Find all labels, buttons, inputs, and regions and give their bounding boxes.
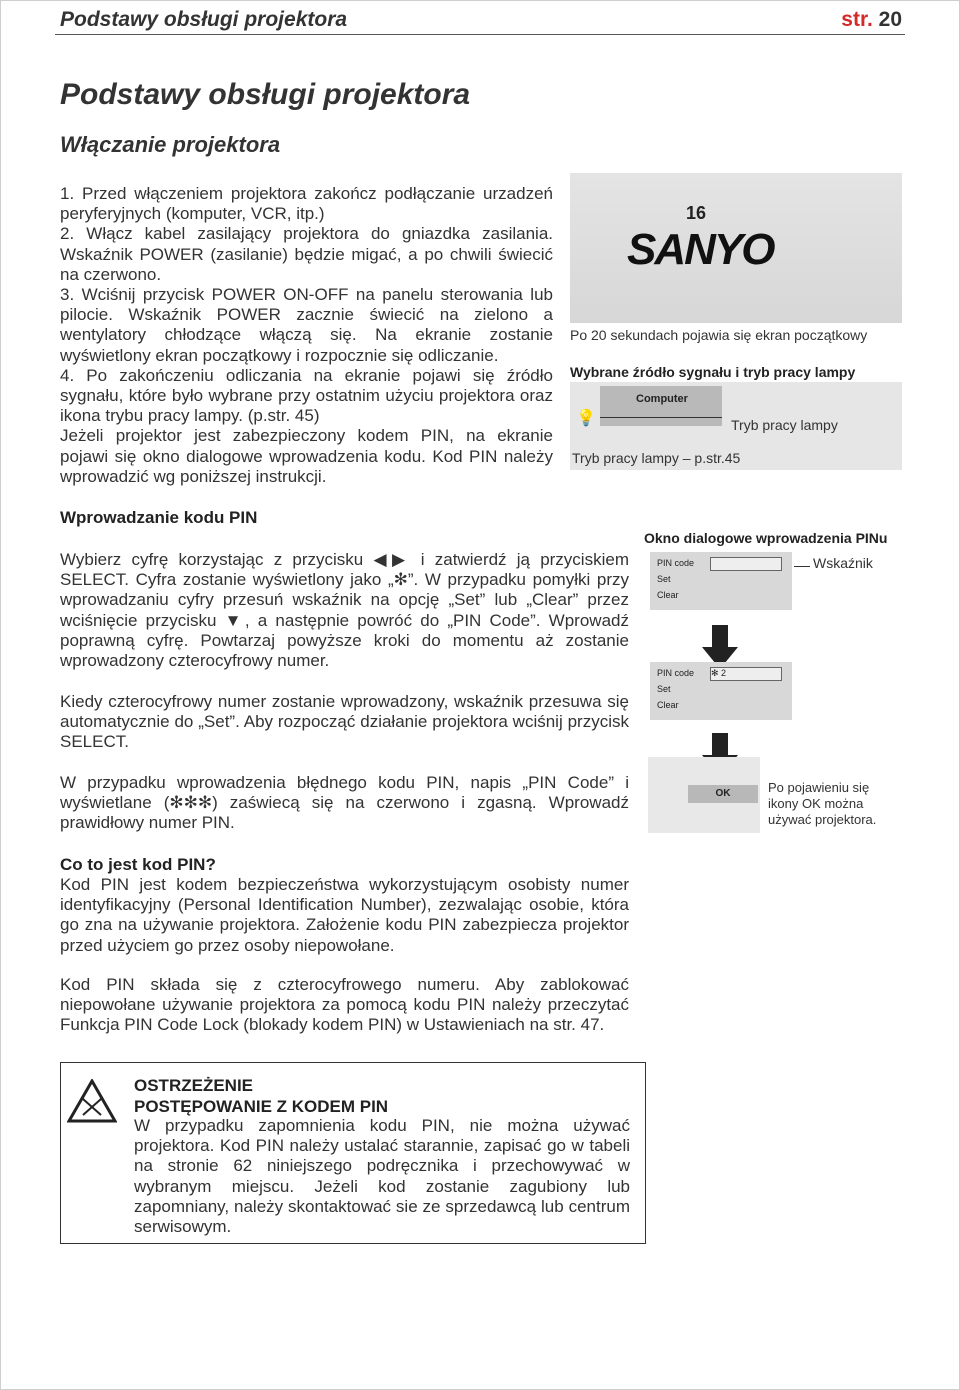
what-is-heading: Co to jest kod PIN? (60, 855, 216, 874)
step-4: 4. Po zakończeniu odliczania na ekranie pojawi się źródło sygnału, które było wybrane przy ostatnim użyciu projektora oraz ikona trybu pracy lampy. (p.str. 45) (60, 365, 553, 426)
header-rule (55, 34, 905, 35)
warning-title-2: POSTĘPOWANIE Z KODEM PIN (134, 1097, 389, 1116)
header-title: Podstawy obsługi projektora (60, 8, 348, 31)
pointer-line-2 (794, 566, 810, 567)
warning-body: W przypadku zapomnienia kodu PIN, nie można używać projektora. Kod PIN należy ustalać starannie, zapisać go w tabeli na stronie 62 niniejszego podręcznika i przechowywać w wybranym miejscu. Jeżeli kod zostanie zagubiony lub zapomniany, należy skontaktować sie ze sprzedawcą lub centrum serwisowym. (134, 1116, 630, 1237)
splash-caption: Po 20 sekundach pojawia się ekran początkowy (570, 327, 868, 343)
pin-field-entered: ✻ 2 (710, 667, 782, 681)
ok-screen-image (648, 757, 760, 833)
pin-para-1a: Wybierz cyfrę korzystając z przycisku (60, 550, 364, 569)
ok-icon: OK (688, 785, 758, 803)
pointer-line (600, 417, 722, 418)
pin-para-3: W przypadku wprowadzenia błędnego kodu PIN, napis „PIN Code” i wyświetlane (✻✻✻) zaświecą się na czerwono i zgasną. Wprowadź prawidłowy numer PIN. (60, 773, 629, 833)
pin-row-code-2: PIN code (657, 668, 695, 678)
ok-caption: Po pojawieniu się ikony OK można używać projektora. (768, 780, 877, 827)
lamp-mode-label: Tryb pracy lampy (731, 417, 838, 433)
pointer-label: Wskaźnik (813, 555, 873, 571)
splash-screen-image (570, 173, 902, 323)
warning-triangle-icon (67, 1079, 117, 1123)
what-is-para-1: Kod PIN jest kodem bezpieczeństwa wykorzystującym osobisty numer identyfikacyjny (Personal Identification Number), zezwalając osobie, która go zna na używanie projektora. Założenie kodu PIN zabezpiecza projektor przed użyciem go przez osoby niepowołane. (60, 875, 629, 955)
step-2: 2. Włącz kabel zasilający projektora do gniazdka zasilania. Wskaźnik POWER (zasilanie) będzie migać, a po chwili świecić na czerwono. (60, 224, 553, 284)
pin-row-set: Set (657, 574, 671, 584)
page-title: Podstawy obsługi projektora (60, 78, 471, 111)
dialog-heading: Okno dialogowe wprowadzenia PINu (644, 530, 888, 546)
warning-box (60, 1062, 646, 1244)
source-heading: Wybrane źródło sygnału i tryb pracy lampy (570, 364, 856, 380)
warning-title-1: OSTRZEŻENIE (134, 1076, 254, 1095)
page-num: 20 (878, 8, 902, 31)
pin-row-code: PIN code (657, 558, 695, 568)
page-prefix: str. (841, 8, 873, 31)
lamp-mode-ref: Tryb pracy lampy – p.str.45 (572, 450, 741, 466)
header-page-number (841, 8, 902, 32)
step-4-pin-note: Jeżeli projektor jest zabezpieczony kodem PIN, na ekranie pojawi się okno dialogowe wprowadzenia kodu. Kod PIN należy wprowadzić wg poniższej instrukcji. (60, 426, 553, 486)
source-label: Computer (636, 393, 688, 405)
section-subtitle: Włączanie projektora (60, 132, 281, 157)
pin-para-1 (60, 550, 629, 671)
pin-heading: Wprowadzanie kodu PIN (60, 508, 258, 527)
lamp-icon: 💡 (576, 410, 596, 427)
pin-dialog-empty (650, 552, 792, 610)
source-bar (600, 386, 722, 426)
pin-row-set-2: Set (657, 684, 671, 694)
steps-list (60, 184, 553, 487)
pin-row-clear: Clear (657, 590, 679, 600)
what-is-para-2: Kod PIN składa się z czterocyfrowego numeru. Aby zablokować niepowołane używanie projektora za pomocą kodu PIN należy przeczytać Funkcja PIN Code Lock (blokady kodem PIN) w Ustawieniach na str. 47. (60, 975, 629, 1035)
pin-dialog-entered (650, 662, 792, 720)
countdown-number: 16 (686, 203, 707, 223)
warning-title (134, 1075, 388, 1117)
pin-row-clear-2: Clear (657, 700, 679, 710)
sanyo-logo: SANYO (627, 225, 774, 274)
step-3: 3. Wciśnij przycisk POWER ON-OFF na panelu sterowania lub pilocie. Wskaźnik POWER zacznie świecić na zielono a wentylatory chłodzące włączą się. Na ekranie zostanie wyświetlony ekran początkowy i rozpocznie się odliczanie. (60, 285, 553, 365)
left-right-arrows-icon: ◀▶ (373, 550, 411, 569)
step-1: 1. Przed włączeniem projektora zakończ podłączanie urzadzeń peryferyjnych (komputer, VCR, itp.) (60, 184, 553, 224)
pin-para-1b: i zatwierdź ją przyciskiem SELECT. Cyfra zostanie wyświetlony jako „✻”. W przypadku pomyłki przy wprowadzaniu cyfry przesuń wskaźnik na opcję „Set” lub „Clear” przez wciśnięcie przycisku ▼, a następnie powróć do „PIN Code”. Wprowadź poprawną cyfrę. Powtarzaj powyższe kroki do momentu aż zostanie wprowadzony czterocyfrowy numer. (60, 550, 629, 671)
pin-field-empty (710, 557, 782, 571)
pin-para-2: Kiedy czterocyfrowy numer zostanie wprowadzony, wskaźnik przesuwa się automatycznie do „Set”. Aby rozpocząć działanie projektora wciśnij przycisk SELECT. (60, 692, 629, 752)
